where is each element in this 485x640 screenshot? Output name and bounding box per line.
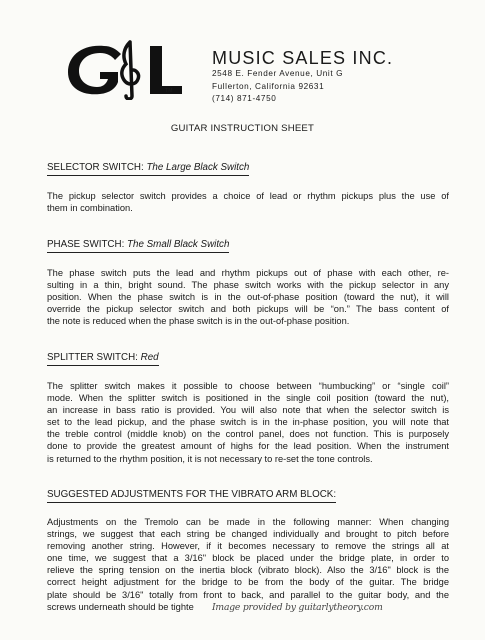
text-line: mode. When the splitter switch is positioned in the single coil position (toward the nut), xyxy=(47,393,449,404)
text-line: screws underneath should be tighte xyxy=(47,601,194,612)
heading-selector-switch xyxy=(47,162,249,176)
sheet-title: GUITAR INSTRUCTION SHEET xyxy=(170,123,315,134)
text-line: one time, we suggest that a 3/16" block be placed under the bridge plate, in order to xyxy=(47,553,449,564)
text-line: the note is reduced when the phase switch is in the out-of-phase position. xyxy=(47,316,350,327)
heading-sub: The Small Black Switch xyxy=(127,239,230,250)
text-line: an increase in bass ratio is provided. You will also note that when the selector switch is xyxy=(47,405,449,416)
company-phone: (714) 871-4750 xyxy=(212,94,277,103)
paragraph-phase-switch xyxy=(47,267,449,327)
heading-vibrato-adjustments xyxy=(47,489,336,503)
trademark-mark: TM xyxy=(165,88,173,94)
text-line: relieve the spring tension on the inertia block (vibrato block). Also the 3/16" block is the xyxy=(47,565,449,576)
paragraph-splitter-switch xyxy=(47,380,449,465)
heading-main: PHASE SWITCH: xyxy=(47,239,125,250)
text-line: Adjustments on the Tremolo can be made in the following manner: When changing xyxy=(47,517,449,527)
company-name: MUSIC SALES INC. xyxy=(212,48,394,68)
text-line: The phase switch puts the lead and rhythm pickups out of phase with each other, re- xyxy=(47,268,449,278)
company-address-street: 2548 E. Fender Avenue, Unit G xyxy=(212,69,344,78)
text-line: position. When the phase switch is in the out-of-phase position (toward the nut), it will xyxy=(47,292,449,303)
watermark-text: Image provided by guitarlytheory.com xyxy=(212,602,383,613)
text-line: removing another string. However, if it becomes necessary to remove the strings all at xyxy=(47,541,449,552)
heading-main: SPLITTER SWITCH: xyxy=(47,352,138,363)
heading-main: SELECTOR SWITCH: xyxy=(47,162,144,173)
heading-sub: The Large Black Switch xyxy=(146,162,250,173)
text-line: The splitter switch makes it possible to choose between “humbucking” or “single coil” xyxy=(47,381,449,391)
text-line: is returned to the rhythm position, it is not necessary to re-set the tone controls. xyxy=(47,453,373,464)
paragraph-selector-switch xyxy=(47,190,449,214)
text-line: strings, we suggest that each string be changed individually and brought to pitch before xyxy=(47,529,449,540)
text-line: The pickup selector switch provides a choice of lead or rhythm pickups plus the use of xyxy=(47,191,449,201)
text-line: correct height adjustment for the bridge to be from the body of the guitar. The bridge xyxy=(47,577,449,588)
heading-main: SUGGESTED ADJUSTMENTS FOR THE VIBRATO ARM BLOCK: xyxy=(47,489,337,500)
heading-phase-switch xyxy=(47,239,229,253)
text-line: set to the lead pickup, and the phase switch is in the in-phase position, you will note that xyxy=(47,417,449,428)
heading-sub: Red xyxy=(140,352,159,363)
text-line: done to provide the greatest amount of highs for the lead position. When the instrument xyxy=(47,441,449,452)
company-info xyxy=(212,48,393,106)
heading-splitter-switch xyxy=(47,352,159,366)
paragraph-vibrato-adjustments xyxy=(47,516,449,613)
text-line: the treble control (middle knob) on the control panel, does not function. This is purposely xyxy=(47,429,449,440)
text-line: plate should be 3/16" totally from front to back, and parallel to the guitar body, and the xyxy=(47,589,449,600)
text-line: sulting in a thin, bright sound. The phase switch works with the pickup selector in any xyxy=(47,280,449,291)
company-address-city: Fullerton, California 92631 xyxy=(212,81,325,91)
text-line: them in combination. xyxy=(47,203,133,214)
text-line: override the pickup selector switch and both pickups will be “on.” The bass content of xyxy=(47,304,449,315)
